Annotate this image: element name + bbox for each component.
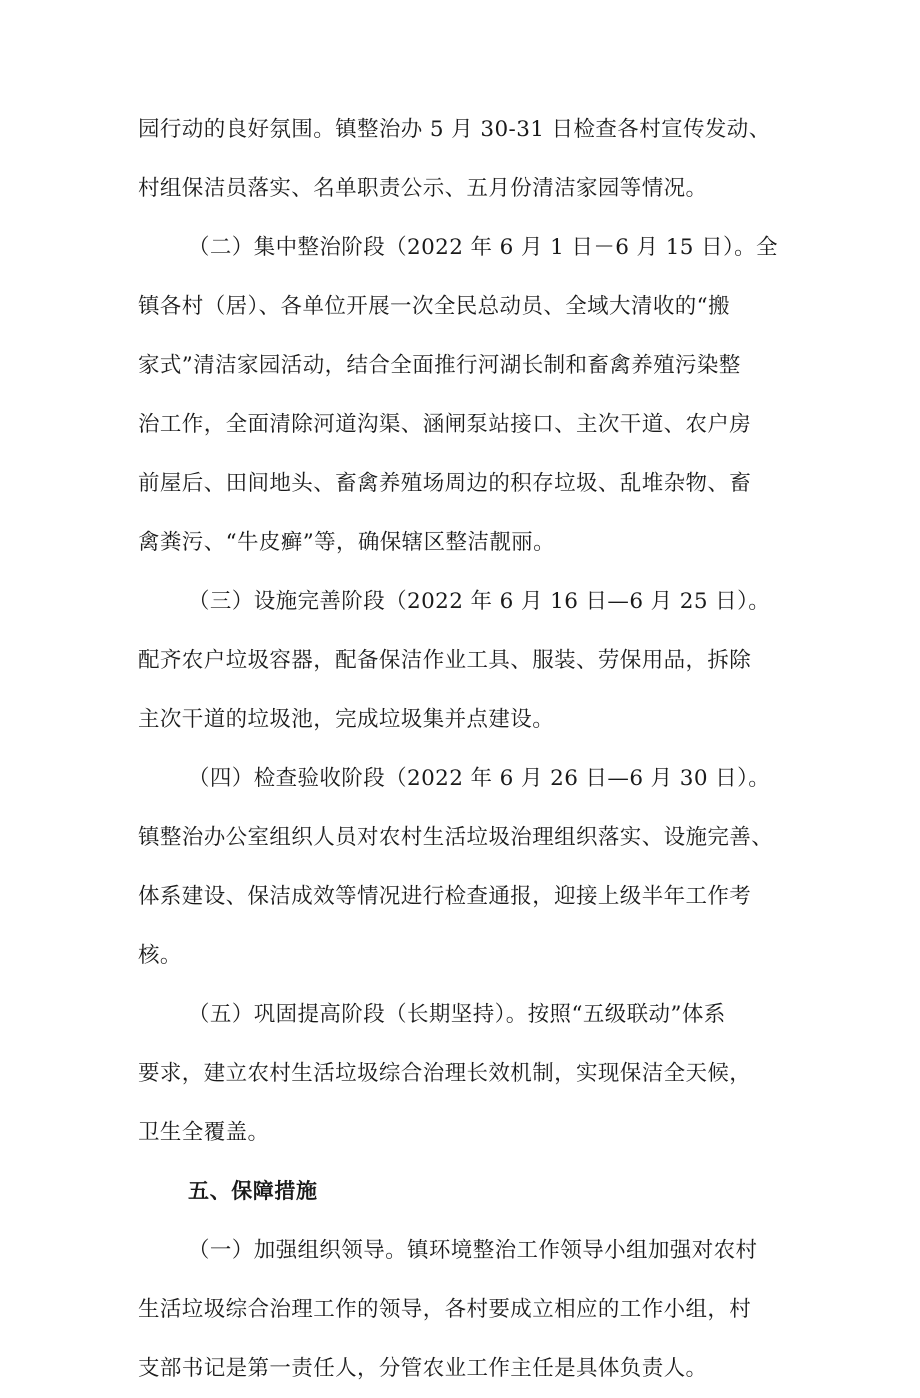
paragraph-start-line: （五）巩固提高阶段（长期坚持）。按照“五级联动”体系 bbox=[188, 1002, 726, 1027]
text-line: 镇整治办公室组织人员对农村生活垃圾治理组织落实、设施完善、 bbox=[138, 825, 774, 850]
text-line: 主次干道的垃圾池，完成垃圾集并点建设。 bbox=[138, 707, 555, 732]
paragraph-start-line: （一）加强组织领导。镇环境整治工作领导小组加强对农村 bbox=[188, 1238, 758, 1263]
text-line: 村组保洁员落实、名单职责公示、五月份清洁家园等情况。 bbox=[138, 176, 708, 201]
text-line: 禽粪污、“牛皮癣”等，确保辖区整洁靓丽。 bbox=[138, 530, 555, 555]
text-line: 体系建设、保洁成效等情况进行检查通报，迎接上级半年工作考 bbox=[138, 884, 752, 909]
document-page bbox=[138, 100, 798, 1398]
paragraph-start-line: （二）集中整治阶段（2022 年 6 月 1 日－6 月 15 日）。全 bbox=[188, 235, 778, 260]
paragraph-start-line: （三）设施完善阶段（2022 年 6 月 16 日—6 月 25 日）。 bbox=[188, 589, 771, 614]
paragraph-start-line: （四）检查验收阶段（2022 年 6 月 26 日—6 月 30 日）。 bbox=[188, 766, 771, 791]
text-line: 要求，建立农村生活垃圾综合治理长效机制，实现保洁全天候， bbox=[138, 1061, 752, 1086]
text-line: 核。 bbox=[138, 943, 182, 968]
text-line: 支部书记是第一责任人，分管农业工作主任是具体负责人。 bbox=[138, 1356, 708, 1381]
text-line: 卫生全覆盖。 bbox=[138, 1120, 270, 1145]
text-line: 配齐农户垃圾容器，配备保洁作业工具、服装、劳保用品，拆除 bbox=[138, 648, 752, 673]
text-line: 镇各村（居）、各单位开展一次全民总动员、全域大清收的“搬 bbox=[138, 294, 730, 319]
section-heading: 五、保障措施 bbox=[188, 1179, 318, 1203]
text-line: 生活垃圾综合治理工作的领导，各村要成立相应的工作小组，村 bbox=[138, 1297, 752, 1322]
text-line: 治工作，全面清除河道沟渠、涵闸泵站接口、主次干道、农户房 bbox=[138, 412, 752, 437]
text-line: 园行动的良好氛围。镇整治办 5 月 30-31 日检查各村宣传发动、 bbox=[138, 117, 771, 142]
text-line: 前屋后、田间地头、畜禽养殖场周边的积存垃圾、乱堆杂物、畜 bbox=[138, 471, 752, 496]
text-line: 家式”清洁家园活动，结合全面推行河湖长制和畜禽养殖污染整 bbox=[138, 353, 741, 378]
